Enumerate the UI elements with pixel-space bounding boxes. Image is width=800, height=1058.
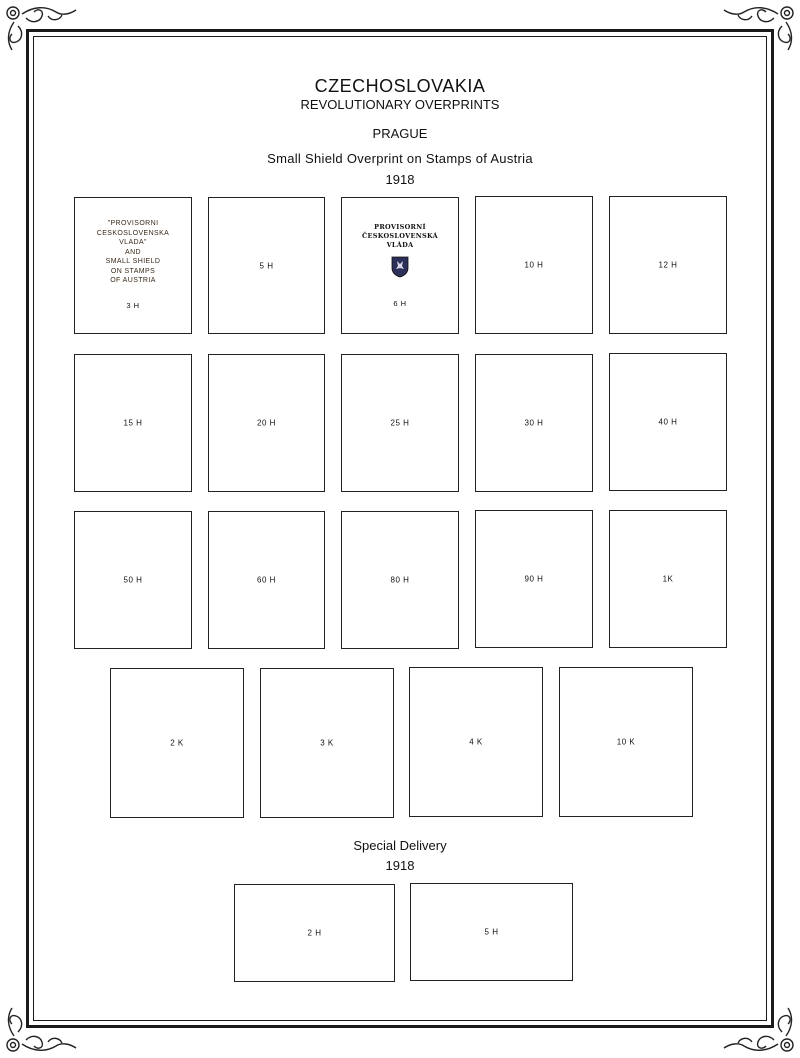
stamp-value: 12 H bbox=[658, 260, 678, 270]
special-delivery-title: Special Delivery bbox=[353, 838, 447, 853]
stamp-box-special bbox=[234, 884, 395, 982]
stamp-box bbox=[475, 510, 593, 648]
intro-note-line: AND bbox=[125, 248, 141, 256]
stamp-value: 6 H bbox=[393, 299, 407, 308]
shield-icon bbox=[391, 256, 409, 278]
stamp-value: 5 H bbox=[484, 927, 499, 937]
section-year: 1918 bbox=[385, 172, 415, 187]
intro-note bbox=[75, 219, 191, 286]
intro-note-line: OF AUSTRIA bbox=[110, 277, 156, 284]
page-subtitle: REVOLUTIONARY OVERPRINTS bbox=[300, 97, 500, 112]
corner-ornament-icon bbox=[4, 4, 82, 56]
stamp-box bbox=[609, 353, 727, 491]
stamp-value: 30 H bbox=[524, 418, 544, 428]
stamp-box bbox=[475, 354, 593, 492]
corner-ornament-icon bbox=[4, 1002, 82, 1054]
stamp-value: 3 K bbox=[320, 738, 334, 748]
stamp-box bbox=[74, 354, 192, 492]
intro-note-line: ON STAMPS bbox=[110, 267, 156, 275]
overprint-line: VLÁDA bbox=[386, 241, 414, 249]
stamp-value: 25 H bbox=[390, 418, 410, 428]
stamp-value: 2 K bbox=[170, 738, 184, 748]
overprint-line: ČESKOSLOVENSKÁ bbox=[361, 232, 439, 240]
stamp-box bbox=[260, 668, 394, 818]
stamp-box-overprint bbox=[341, 197, 459, 334]
stamp-value: 15 H bbox=[123, 418, 143, 428]
stamp-box bbox=[110, 668, 244, 818]
stamp-value: 4 K bbox=[469, 737, 483, 747]
stamp-box bbox=[74, 511, 192, 649]
stamp-value: 10 H bbox=[524, 260, 544, 270]
stamp-value: 5 H bbox=[259, 261, 274, 270]
stamp-box bbox=[208, 354, 325, 492]
stamp-value: 10 K bbox=[616, 737, 636, 747]
corner-ornament-icon bbox=[718, 4, 796, 56]
stamp-box bbox=[559, 667, 693, 817]
stamp-box bbox=[475, 196, 593, 334]
intro-note-line: VLADA" bbox=[119, 239, 147, 246]
stamp-value: 60 H bbox=[257, 575, 276, 585]
stamp-value: 90 H bbox=[524, 574, 544, 584]
stamp-box bbox=[208, 197, 325, 334]
stamp-box-intro bbox=[74, 197, 192, 334]
stamp-box bbox=[409, 667, 543, 817]
page-title: CZECHOSLOVAKIA bbox=[314, 76, 486, 96]
stamp-value: 20 H bbox=[257, 418, 276, 428]
corner-ornament-icon bbox=[718, 1002, 796, 1054]
stamp-box bbox=[341, 354, 459, 492]
section-city: PRAGUE bbox=[372, 126, 428, 141]
intro-note-line: CESKOSLOVENSKA bbox=[96, 229, 170, 237]
stamp-value: 1K bbox=[662, 574, 674, 584]
stamp-box bbox=[208, 511, 325, 649]
section-description: Small Shield Overprint on Stamps of Austria bbox=[267, 151, 533, 166]
intro-note-line: SMALL SHIELD bbox=[105, 258, 161, 265]
stamp-value: 50 H bbox=[123, 575, 143, 585]
stamp-value: 80 H bbox=[390, 575, 410, 585]
stamp-box-special bbox=[410, 883, 573, 981]
stamp-value: 40 H bbox=[658, 417, 678, 427]
overprint-line: PROVISORNÍ bbox=[374, 223, 426, 231]
stamp-box bbox=[341, 511, 459, 649]
stamp-box bbox=[609, 196, 727, 334]
stamp-value: 2 H bbox=[307, 928, 322, 938]
overprint-text bbox=[342, 223, 458, 250]
special-delivery-year: 1918 bbox=[385, 858, 415, 873]
intro-note-line: "PROVISORNI bbox=[107, 220, 159, 227]
stamp-box bbox=[609, 510, 727, 648]
stamp-value: 3 H bbox=[126, 301, 140, 310]
